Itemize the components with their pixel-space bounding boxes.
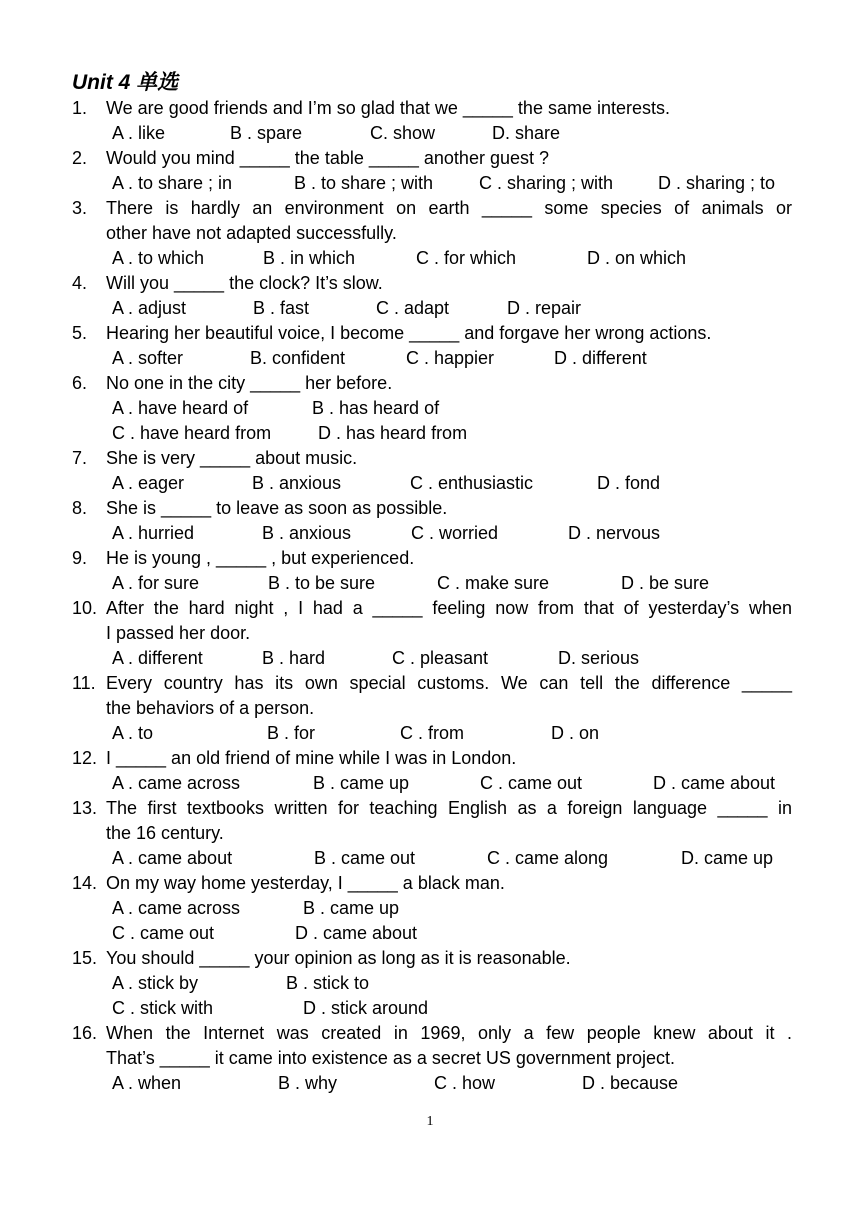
question-number: 1. [72, 98, 88, 118]
answer-option: C . make sure [437, 573, 550, 593]
answer-option: A . have heard of [112, 398, 249, 418]
question-stem: You should _____ your opinion as long as it is reasonable. [106, 948, 571, 968]
answer-option: B . why [278, 1073, 338, 1093]
answer-option: B . fast [253, 298, 310, 318]
question-stem: There is hardly an environment on earth _____ some species of animals or [106, 198, 792, 218]
question-number: 10. [72, 598, 98, 618]
answer-option: D . because [582, 1073, 679, 1093]
question-number: 2. [72, 148, 88, 168]
question-stem: Hearing her beautiful voice, I become _____ and forgave her wrong actions. [106, 323, 712, 343]
answer-option: A . stick by [112, 973, 199, 993]
question-stem: No one in the city _____ her before. [106, 373, 393, 393]
answer-option: A . eager [112, 473, 185, 493]
question-stem: Every country has its own special customs. We can tell the difference _____ [106, 673, 792, 693]
answer-option: A . to which [112, 248, 205, 268]
question-number: 11. [72, 673, 96, 693]
answer-option: D . be sure [621, 573, 710, 593]
answer-option: B . in which [263, 248, 356, 268]
answer-option: B . to be sure [268, 573, 376, 593]
question-stem: On my way home yesterday, I _____ a black man. [106, 873, 505, 893]
answer-option: B . spare [230, 123, 303, 143]
question-stem: The first textbooks written for teaching English as a foreign language _____ in [106, 798, 792, 818]
answer-option: B . anxious [262, 523, 352, 543]
answer-option: A . came across [112, 898, 241, 918]
answer-option: B . stick to [286, 973, 370, 993]
question-stem: Would you mind _____ the table _____ another guest ? [106, 148, 549, 168]
answer-option: D . nervous [568, 523, 661, 543]
answer-option: A . to [112, 723, 154, 743]
question-stem: After the hard night , I had a _____ feeling now from that of yesterday’s when [106, 598, 792, 618]
question-number: 7. [72, 448, 88, 468]
answer-option: B . came up [303, 898, 400, 918]
answer-option: B. confident [250, 348, 346, 368]
answer-option: D. share [492, 123, 561, 143]
answer-option: C . enthusiastic [410, 473, 534, 493]
question-number: 8. [72, 498, 88, 518]
question-number: 6. [72, 373, 88, 393]
answer-option: B . to share ; with [294, 173, 434, 193]
question-stem: That’s _____ it came into existence as a secret US government project. [106, 1048, 675, 1068]
answer-option: C . came out [480, 773, 583, 793]
answer-option: A . came across [112, 773, 241, 793]
answer-option: C . how [434, 1073, 496, 1093]
answer-option: C . happier [406, 348, 495, 368]
answer-option: C . worried [411, 523, 499, 543]
question-number: 4. [72, 273, 88, 293]
question-stem: the 16 century. [106, 823, 224, 843]
question-number: 13. [72, 798, 98, 818]
question-stem: We are good friends and I’m so glad that we _____ the same interests. [106, 98, 670, 118]
answer-option: D . on [551, 723, 600, 743]
answer-option: A . different [112, 648, 203, 668]
answer-option: C . from [400, 723, 465, 743]
answer-option: B . hard [262, 648, 326, 668]
answer-option: A . came about [112, 848, 233, 868]
answer-option: C . pleasant [392, 648, 489, 668]
answer-option: D . stick around [303, 998, 429, 1018]
answer-option: D . repair [507, 298, 582, 318]
answer-option: D. serious [558, 648, 640, 668]
answer-option: C . sharing ; with [479, 173, 614, 193]
answer-option: C . have heard from [112, 423, 272, 443]
answer-option: B . came out [314, 848, 416, 868]
answer-option: A . softer [112, 348, 184, 368]
answer-option: D . came about [295, 923, 418, 943]
answer-option: B . for [267, 723, 316, 743]
question-number: 14. [72, 873, 98, 893]
answer-option: A . hurried [112, 523, 195, 543]
answer-option: A . for sure [112, 573, 200, 593]
answer-option: C . stick with [112, 998, 214, 1018]
answer-option: C . for which [416, 248, 517, 268]
page-title: Unit 4 单选 [72, 71, 179, 94]
answer-option: C. show [370, 123, 436, 143]
question-stem: He is young , _____ , but experienced. [106, 548, 415, 568]
answer-option: A . when [112, 1073, 182, 1093]
page-number: 1 [426, 1114, 434, 1129]
question-stem: She is very _____ about music. [106, 448, 358, 468]
answer-option: D. came up [681, 848, 774, 868]
answer-option: D . on which [587, 248, 687, 268]
question-stem: When the Internet was created in 1969, only a few people knew about it . [106, 1023, 792, 1043]
question-stem: She is _____ to leave as soon as possible. [106, 498, 448, 518]
answer-option: D . has heard from [318, 423, 468, 443]
question-number: 5. [72, 323, 88, 343]
answer-option: D . came about [653, 773, 776, 793]
question-number: 12. [72, 748, 98, 768]
answer-option: D . sharing ; to [658, 173, 776, 193]
answer-option: A . like [112, 123, 166, 143]
question-stem: Will you _____ the clock? It’s slow. [106, 273, 383, 293]
answer-option: B . has heard of [312, 398, 440, 418]
question-stem: I _____ an old friend of mine while I was in London. [106, 748, 517, 768]
answer-option: A . to share ; in [112, 173, 233, 193]
question-stem: I passed her door. [106, 623, 251, 643]
question-stem: the behaviors of a person. [106, 698, 315, 718]
question-number: 3. [72, 198, 88, 218]
answer-option: B . anxious [252, 473, 342, 493]
question-stem: other have not adapted successfully. [106, 223, 397, 243]
question-number: 16. [72, 1023, 98, 1043]
answer-option: B . came up [313, 773, 410, 793]
answer-option: D . different [554, 348, 647, 368]
answer-option: D . fond [597, 473, 661, 493]
answer-option: C . adapt [376, 298, 450, 318]
question-number: 15. [72, 948, 98, 968]
answer-option: C . came along [487, 848, 609, 868]
question-number: 9. [72, 548, 88, 568]
answer-option: C . came out [112, 923, 215, 943]
answer-option: A . adjust [112, 298, 187, 318]
